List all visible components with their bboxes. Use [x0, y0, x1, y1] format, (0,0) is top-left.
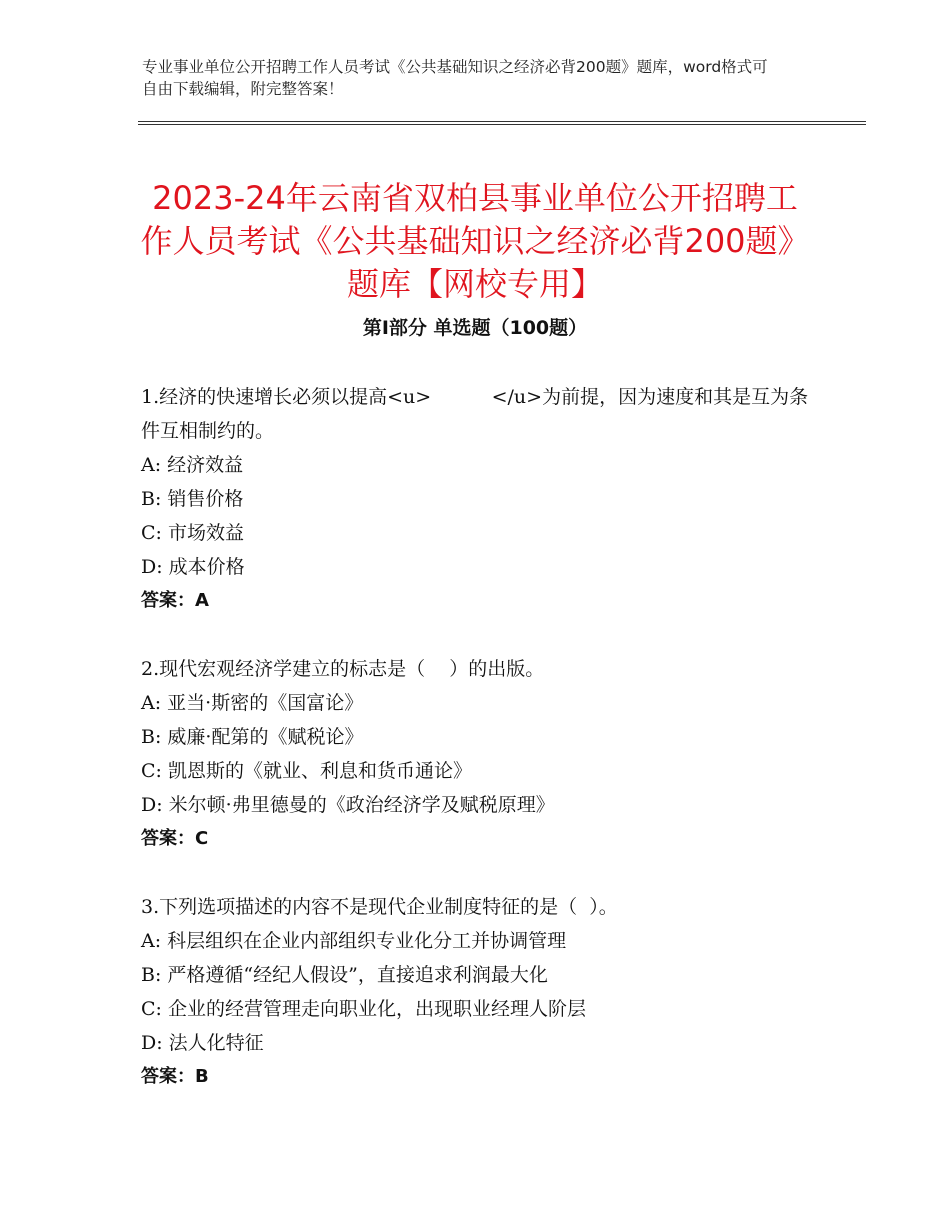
answer-text: 答案：C — [141, 828, 209, 849]
question-item — [141, 890, 821, 1094]
answer-text: 答案：B — [141, 1066, 209, 1087]
option-c: C: 凯恩斯的《就业、利息和货币通论》 — [141, 760, 472, 782]
header-note: 专业事业单位公开招聘工作人员考试《公共基础知识之经济必背200题》题库，word格式可自由下载编辑，附完整答案！ — [142, 58, 768, 98]
header-divider — [138, 121, 866, 122]
option-d: D: 法人化特征 — [141, 1032, 264, 1054]
answer-text: 答案：A — [141, 590, 209, 611]
question-stem: 1.经济的快速增长必须以提高<u> </u>为前提，因为速度和其是互为条件互相制约的。 — [141, 386, 809, 442]
option-d: D: 米尔顿·弗里德曼的《政治经济学及赋税原理》 — [141, 794, 555, 816]
option-a: A: 亚当·斯密的《国富论》 — [141, 692, 364, 714]
question-stem: 2.现代宏观经济学建立的标志是（ ）的出版。 — [141, 658, 545, 680]
option-a: A: 科层组织在企业内部组织专业化分工并协调管理 — [141, 930, 567, 952]
question-item — [141, 380, 821, 618]
header-divider — [138, 124, 866, 125]
option-c: C: 企业的经营管理走向职业化，出现职业经理人阶层 — [141, 998, 586, 1020]
option-c: C: 市场效益 — [141, 522, 244, 544]
document-title: 2023-24年云南省双柏县事业单位公开招聘工作人员考试《公共基础知识之经济必背200题》题库【网校专用】 — [140, 179, 810, 304]
option-a: A: 经济效益 — [141, 454, 244, 476]
section-title: 第Ⅰ部分 单选题（100题） — [362, 317, 588, 339]
option-b: B: 严格遵循“经纪人假设”，直接追求利润最大化 — [141, 964, 548, 986]
question-list — [141, 380, 821, 1128]
option-b: B: 威廉·配第的《赋税论》 — [141, 726, 364, 748]
option-d: D: 成本价格 — [141, 556, 245, 578]
question-stem: 3.下列选项描述的内容不是现代企业制度特征的是（ ）。 — [141, 896, 618, 918]
question-item — [141, 652, 821, 856]
option-b: B: 销售价格 — [141, 488, 244, 510]
